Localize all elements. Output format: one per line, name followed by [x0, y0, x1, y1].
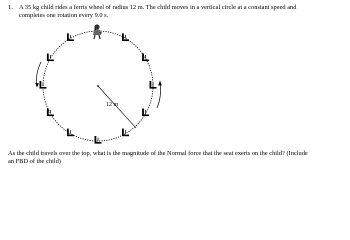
wheel-center	[97, 85, 99, 87]
problem-number: 1.	[8, 4, 13, 11]
seat-icon	[47, 54, 54, 62]
child-head	[94, 24, 99, 29]
seat-icon	[67, 33, 74, 41]
seat-icon	[95, 136, 102, 144]
seats	[40, 26, 157, 144]
child-legs	[94, 35, 100, 39]
child-figure	[93, 24, 101, 39]
child-body	[93, 30, 101, 35]
seat-icon	[40, 81, 47, 89]
seat-icon	[47, 109, 54, 117]
question-line-1: As the child travels over the top, what is the magnitude of the Normal force that the seat exerts on the child? (Include	[8, 150, 308, 157]
seat-icon	[122, 129, 129, 137]
problem-text-line-1: A 35 kg child rides a ferris wheel of radius 12 m. The child moves in a vertical circle at a constant speed and	[19, 4, 297, 11]
seat-icon	[142, 54, 149, 62]
problem-text-line-2: completes one rotation every 9.0 s.	[19, 11, 109, 19]
seat-icon	[67, 129, 74, 137]
rotation-arrow-right	[157, 81, 162, 109]
seat-icon	[122, 33, 129, 41]
question-line-2: an FBD of the child)	[8, 157, 61, 165]
question-text	[8, 150, 344, 165]
radius-label: 12 m	[106, 102, 119, 108]
